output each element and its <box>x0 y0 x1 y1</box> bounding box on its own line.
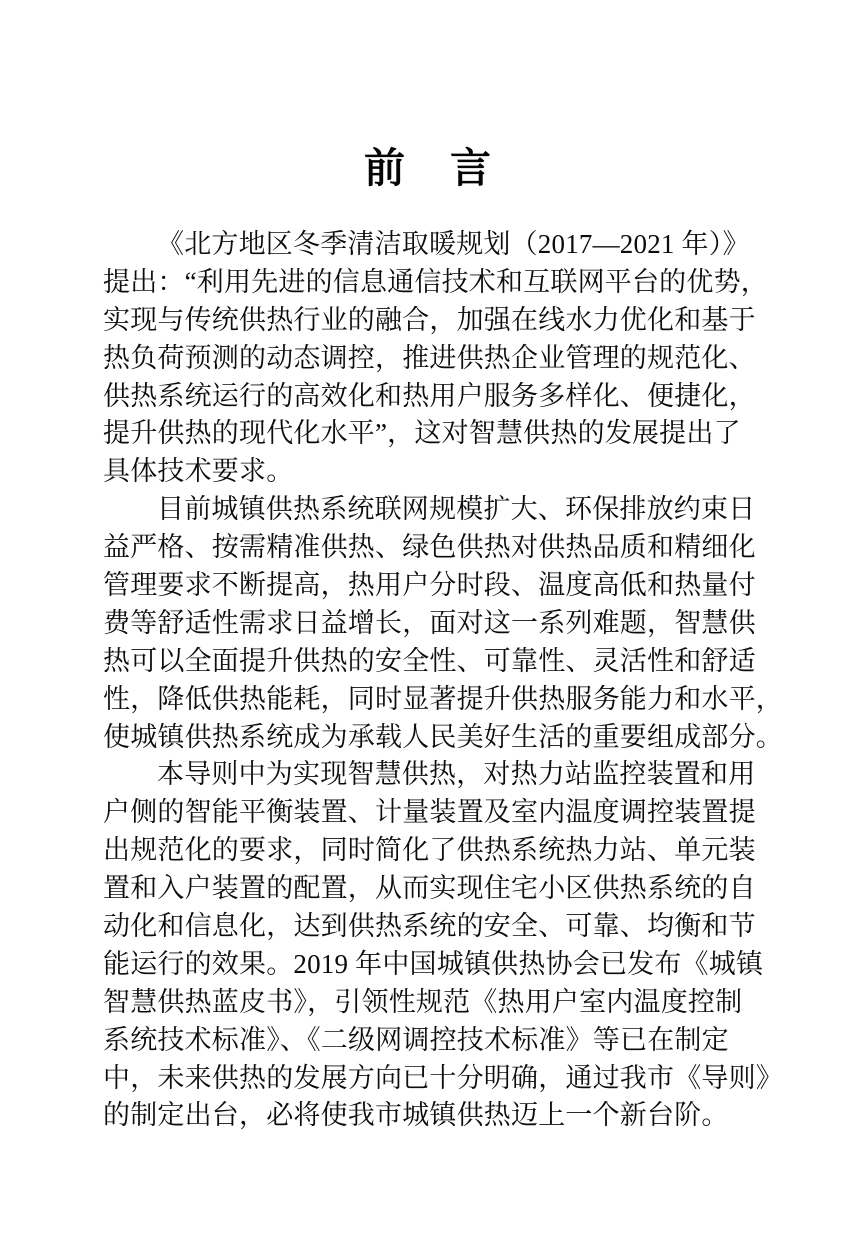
text-line: 实现与传统供热行业的融合，加强在线水力优化和基于 <box>103 304 756 335</box>
text-line: 系统技术标准》、《二级网调控技术标准》等已在制定 <box>103 1024 729 1055</box>
text-line: 出规范化的要求，同时简化了供热系统热力站、单元装 <box>103 835 756 866</box>
text-line: 中，未来供热的发展方向已十分明确，通过我市《导则》 <box>103 1062 783 1093</box>
text-line: 热负荷预测的动态调控，推进供热企业管理的规范化、 <box>103 342 756 373</box>
text-line: 本导则中为实现智慧供热，对热力站监控装置和用 <box>157 759 756 790</box>
text-line: 提出：“利用先进的信息通信技术和互联网平台的优势， <box>103 266 768 297</box>
text-line: 的制定出台，必将使我市城镇供热迈上一个新台阶。 <box>103 1100 729 1131</box>
text-line: 管理要求不断提高，热用户分时段、温度高低和热量付 <box>103 570 756 601</box>
text-line: 益严格、按需精准供热、绿色供热对供热品质和精细化 <box>103 532 756 563</box>
text-line: 置和入户装置的配置，从而实现住宅小区供热系统的自 <box>103 873 756 904</box>
text-line: 智慧供热蓝皮书》，引领性规范《热用户室内温度控制 <box>103 986 743 1017</box>
text-line: 《北方地区冬季清洁取暖规划（2017—2021 年）》 <box>157 229 750 259</box>
text-line: 能运行的效果。2019 年中国城镇供热协会已发布《城镇 <box>103 948 764 979</box>
text-line: 具体技术要求。 <box>103 456 294 487</box>
text-line: 性，降低供热能耗，同时显著提升供热服务能力和水平， <box>103 683 783 714</box>
text-line: 提升供热的现代化水平”，这对智慧供热的发展提出了 <box>103 418 741 449</box>
text-line: 目前城镇供热系统联网规模扩大、环保排放约束日 <box>157 494 756 525</box>
text-line: 供热系统运行的高效化和热用户服务多样化、便捷化， <box>103 380 756 411</box>
page-title: 前 言 <box>364 145 493 191</box>
text-line: 费等舒适性需求日益增长，面对这一系列难题，智慧供 <box>103 607 756 638</box>
text-line: 户侧的智能平衡装置、计量装置及室内温度调控装置提 <box>103 797 756 828</box>
text-line: 动化和信息化，达到供热系统的安全、可靠、均衡和节 <box>103 911 756 942</box>
text-line: 热可以全面提升供热的安全性、可靠性、灵活性和舒适 <box>103 645 756 676</box>
document-body <box>103 226 783 1135</box>
text-line: 使城镇供热系统成为承载人民美好生活的重要组成部分。 <box>103 721 783 752</box>
